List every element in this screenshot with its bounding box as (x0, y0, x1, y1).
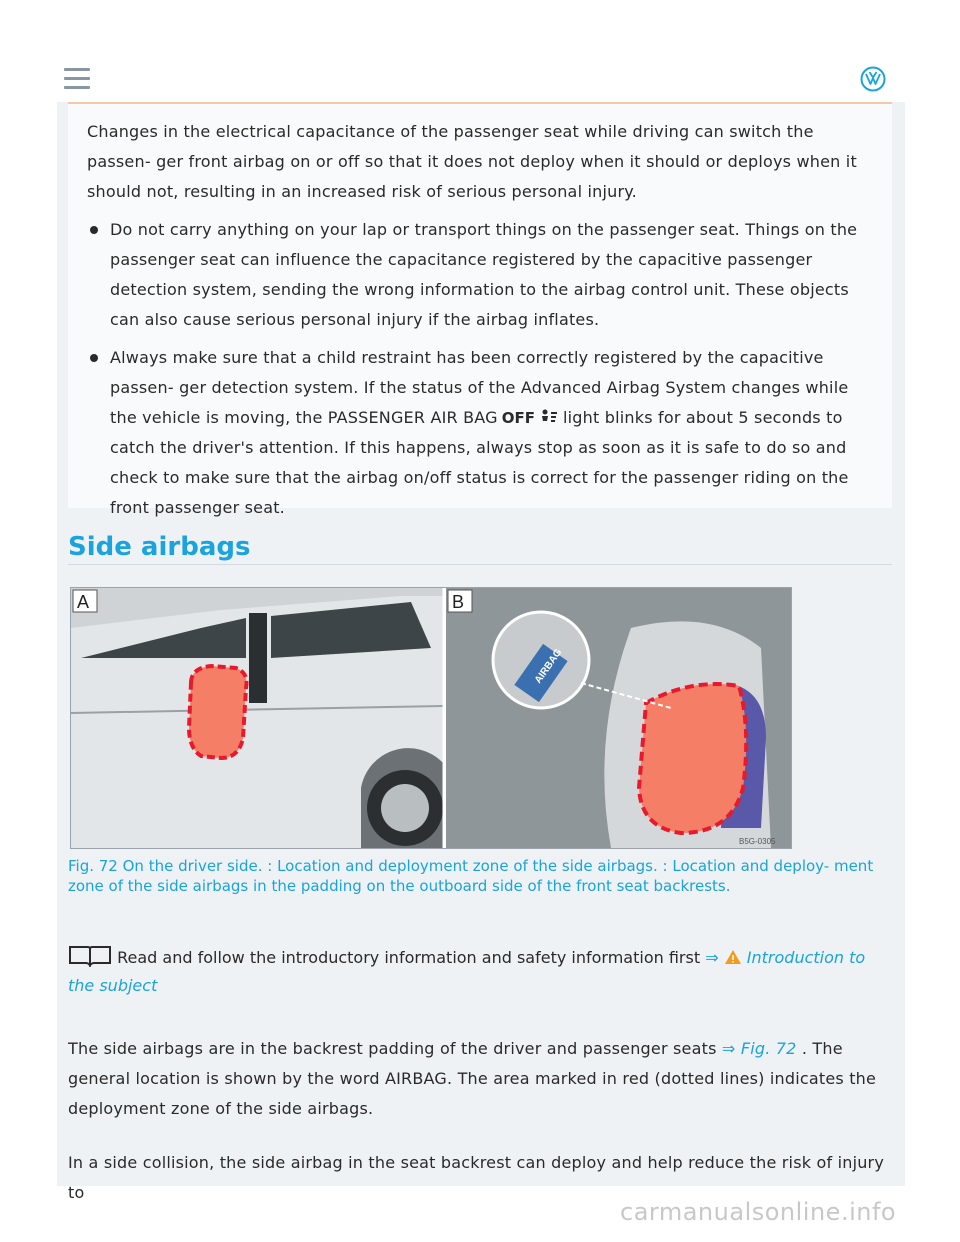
introduction-link[interactable]: Introduction to the subject (68, 948, 866, 995)
passenger-airbag-icon (539, 409, 559, 425)
warning-triangle-icon (724, 949, 742, 965)
vw-logo-icon[interactable] (860, 66, 886, 92)
hamburger-menu-icon[interactable] (64, 68, 90, 90)
section-divider (68, 564, 892, 565)
section-title: Side airbags (68, 532, 251, 562)
warning-bullet-2-after: light blinks for about 5 seconds to catch the driver's attention. If this happens, always stop as soon as it is safe to do so and check to make sure that the airbag on/off status is correct for the passenger riding on the front passenger seat. (110, 408, 849, 517)
paragraph-location-before: The side airbags are in the backrest padding of the driver and passenger seats (68, 1039, 717, 1058)
top-bar (0, 0, 960, 104)
side-airbag-figure (70, 587, 792, 849)
book-icon (68, 945, 112, 967)
paragraph-collision: In a side collision, the side airbag in the seat backrest can deploy and help reduce the risk of injury to (68, 1153, 885, 1202)
figure-caption: Fig. 72 On the driver side. : Location and deployment zone of the side airbags. : Location and deploy- ment zone of the side airbags in the padding on the outboard side of the front seat backrests. (68, 857, 874, 895)
side-airbag-zone-a (189, 666, 247, 758)
panel-a-label: A (77, 592, 90, 612)
off-indicator-text: OFF (501, 409, 536, 427)
watermark: carmanualsonline.info (620, 1198, 897, 1226)
warning-intro: Changes in the electrical capacitance of the passenger seat while driving can switch the passen- ger front airbag on or off so that it does not deploy when it should or deploys when it should not, resulting in an increased risk of serious personal injury. (87, 122, 857, 201)
read-first-note (68, 944, 888, 1000)
read-first-arrow[interactable]: ⇒ (705, 948, 719, 967)
fig-72-link[interactable]: ⇒ Fig. 72 (721, 1039, 797, 1058)
read-first-text: Read and follow the introductory information and safety information first (117, 948, 701, 967)
warning-bullet-2-before: Always make sure that a child restraint has been correctly registered by the capacitive passen- ger detection system. If the status of the Advanced Airbag System changes while the vehicle is moving, the PASSENGER AIR BAG (110, 348, 849, 427)
car-b-pillar (249, 613, 267, 703)
paragraph-location (68, 1034, 892, 1124)
paragraph-location-after: . The general location is shown by the word AIRBAG. The area marked in red (dotted lines) indicates the deployment zone of the side airbags. (68, 1039, 877, 1118)
warning-bullet-1: Do not carry anything on your lap or transport things on the passenger seat. Things on the passenger seat can influence the capacitance registered by the capacitive passenger detection system, sending the wrong information to the airbag control unit. These objects can also cause serious personal injury if the airbag inflates. (110, 215, 880, 335)
airbag-tag-label: AIRBAG (532, 647, 565, 686)
figure-code: B5G-0305 (739, 837, 776, 846)
car-rim (381, 784, 429, 832)
warning-top-rule (68, 102, 892, 104)
figure-illustration (71, 588, 791, 848)
warning-bullet-2 (110, 343, 880, 523)
panel-b-label: B (452, 592, 465, 612)
side-airbag-zone-b (639, 684, 746, 833)
